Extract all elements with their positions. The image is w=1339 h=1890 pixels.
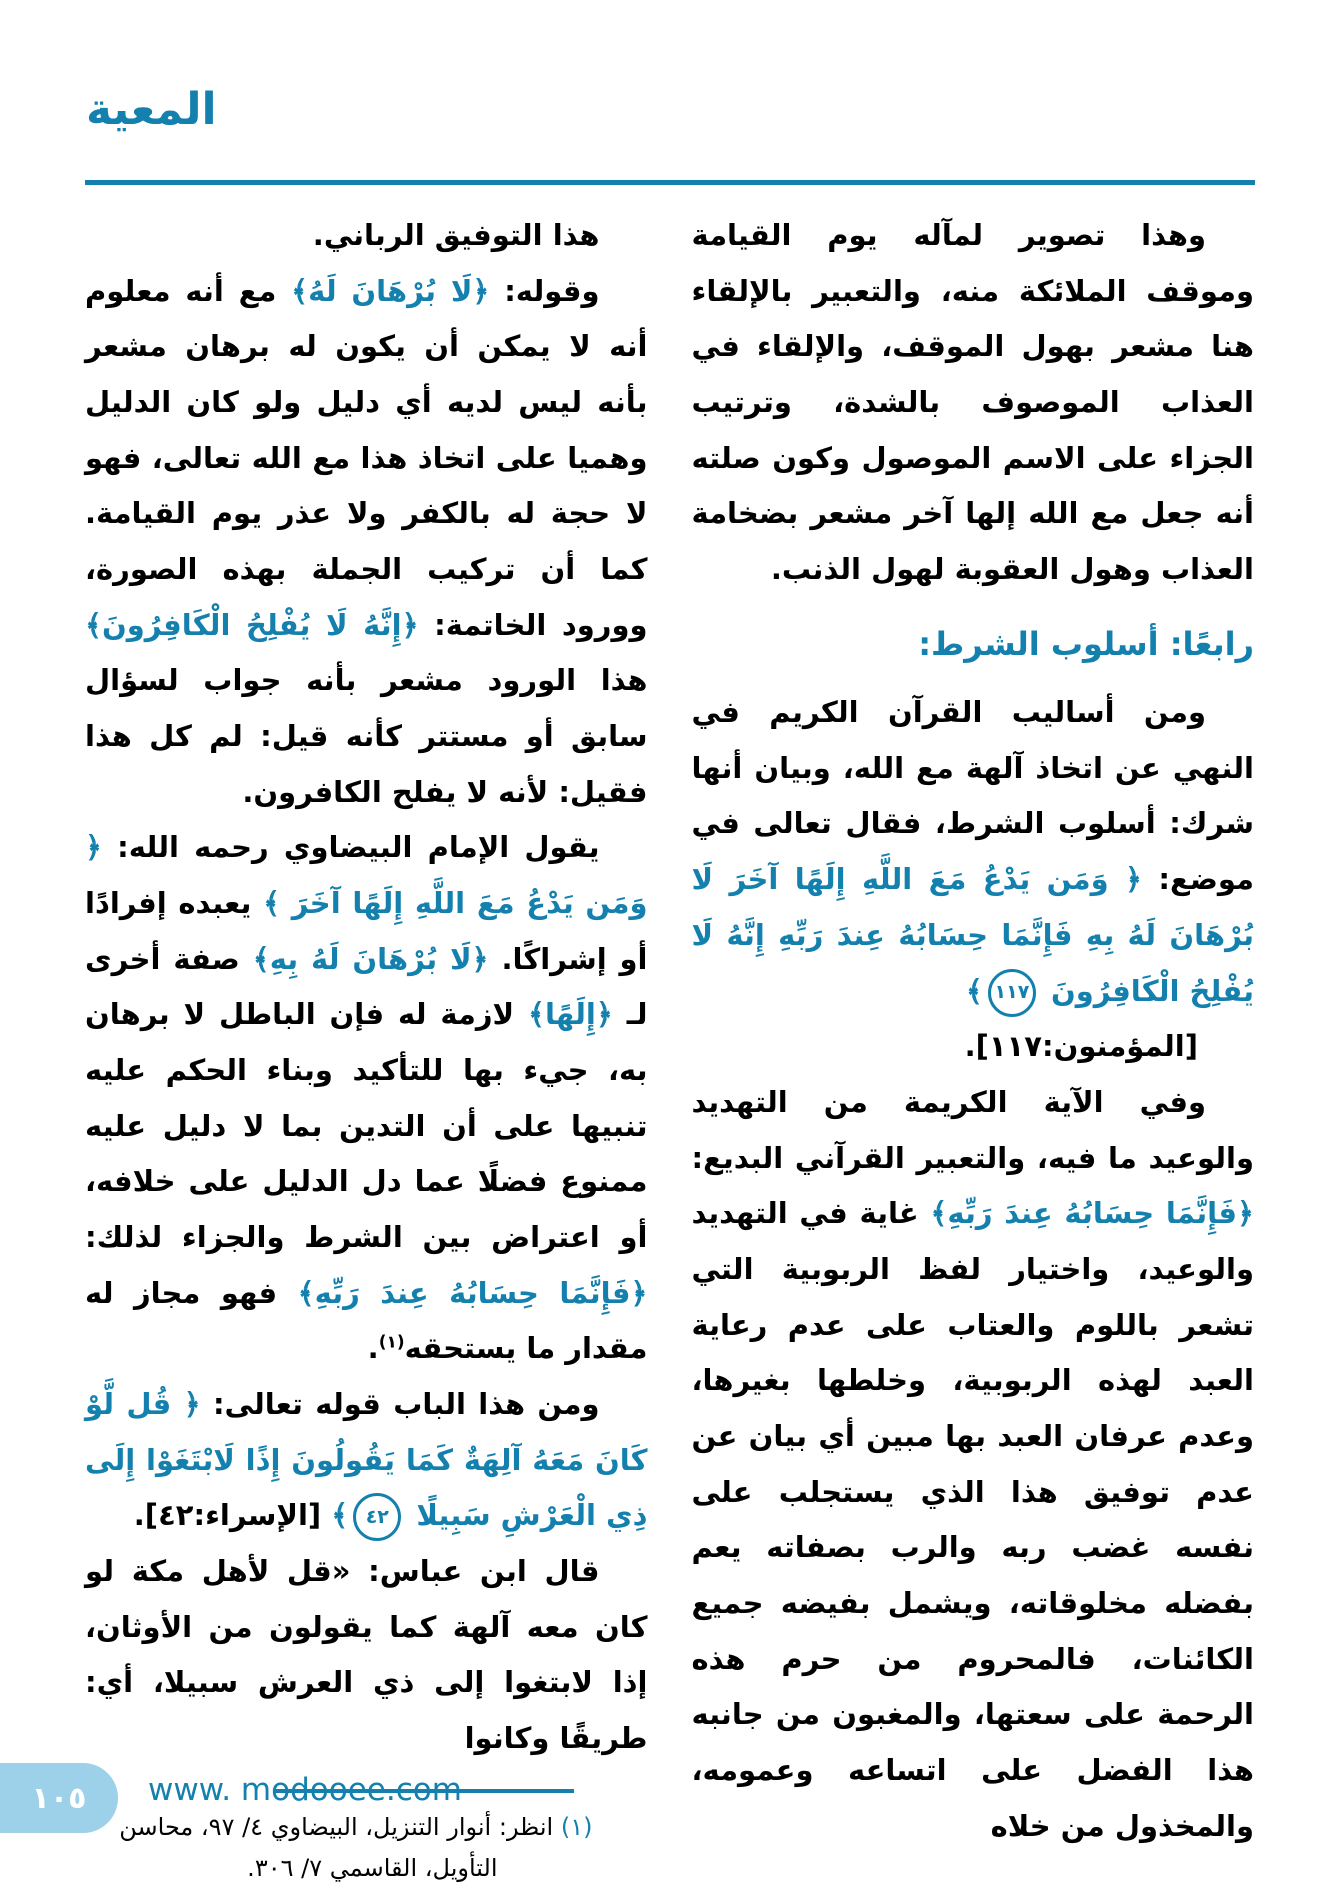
column-right <box>692 208 1255 1888</box>
body-text-run: يعبده إفرادًا أو إشراكًا. <box>85 886 648 976</box>
page-number: ١٠٥ <box>31 1780 87 1816</box>
body-text-run: ومن أساليب القرآن الكريم في النهي عن اتخاذ آلهة مع الله، وبيان أنها شرك: أسلوب الشرط، فقال تعالى في موضع: <box>691 695 1254 897</box>
body-text-run: غاية في التهديد والوعيد، واختيار لفظ الربوبية التي تشعر باللوم والعتاب على عدم رعاية العبد لهذه الربوبية، وخلطها بغيرها، وعدم عرفان العبد بها مبين أي بيان عن عدم توفيق هذا الذي يستجلب على نفسه غضب ربه والرب بصفاته يعم بفضله مخلوقاته، ويشمل بفيضه جميع الكائنات، فالمحروم من حرم هذه الرحمة على سعتها، والمغبون من جانبه هذا الفضل على اتساعه وعمومه، والمخذول من خلاه <box>691 1196 1254 1843</box>
paragraph-threat-analysis <box>692 1075 1255 1854</box>
quran-verse: ﴿لَا بُرْهَانَ لَهُ﴾ <box>291 273 490 308</box>
quran-verse: ﴿فَإِنَّمَا حِسَابُهُ عِندَ رَبِّهِ﴾ <box>930 1196 1254 1231</box>
quran-verse: ﴿إِلَهًا﴾ <box>528 997 613 1032</box>
body-text-run: يقول الإمام البيضاوي رحمه الله: <box>102 830 600 865</box>
body-text-run: ومن هذا الباب قوله تعالى: <box>200 1387 600 1422</box>
website-url: www. modooee.com <box>148 1772 462 1808</box>
footnote-reference-marker: (١) <box>378 1332 405 1353</box>
paragraph-continuation <box>85 208 648 264</box>
quran-verse: ﴿فَإِنَّمَا حِسَابُهُ عِندَ رَبِّهِ﴾ <box>297 1275 648 1310</box>
footnote-text: انظر: أنوار التنزيل، البيضاوي ٤/ ٩٧، محاسن التأويل، القاسمي ٧/ ٣٠٦. <box>119 1812 561 1882</box>
quran-verse: ﴿ وَمَن يَدْعُ مَعَ اللَّهِ إِلَهًا آخَرَ لَا بُرْهَانَ لَهُ بِهِ فَإِنَّمَا حِسَابُهُ عِندَ رَبِّهِ إِنَّهُ لَا يُفْلِحُ الْكَافِرُونَ <box>691 862 1254 1008</box>
section-heading-conditional-style: رابعًا: أسلوب الشرط: <box>918 624 1254 663</box>
paragraph-baydawi-quote <box>85 820 648 1377</box>
ayah-number: ١١٧ <box>988 969 1036 1017</box>
running-title: المعية <box>86 84 217 135</box>
paragraph-imagery <box>692 208 1255 598</box>
paragraph-isra-verse <box>85 1377 648 1544</box>
body-text-run: وقوله: <box>489 273 600 308</box>
body-text-run: . <box>367 1331 379 1366</box>
body-text-run: لازمة له فإن الباطل لا برهان به، جيء بها للتأكيد وبناء الحكم عليه تنبيها على أن التدين بما لا دليل عليه ممنوع فضلًا عما دل الدليل على خلافه، أو اعتراض بين الشرط والجزاء لذلك: <box>85 997 648 1255</box>
quran-verse-close-bracket: ﴾ <box>331 1498 349 1533</box>
body-text-run: وفي الآية الكريمة من التهديد والوعيد ما فيه، والتعبير القرآني البديع: <box>691 1084 1254 1175</box>
header-rule <box>85 180 1255 185</box>
footnote-number: (١) <box>560 1812 593 1841</box>
body-text-run: صفة أخرى لـ <box>85 941 648 1032</box>
paragraph-no-proof <box>85 264 648 821</box>
body-text-run: فهو مجاز له مقدار ما يستحقه <box>85 1275 648 1366</box>
quran-verse: ﴿إِنَّهُ لَا يُفْلِحُ الْكَافِرُونَ﴾ <box>85 607 419 642</box>
quran-verse: ﴿لَا بُرْهَانَ لَهُ بِهِ﴾ <box>252 941 489 976</box>
ayah-number: ٤٢ <box>353 1493 401 1541</box>
quran-verse: ﴿ قُل لَّوْ كَانَ مَعَهُ آلِهَةٌ كَمَا يَقُولُونَ إِذًا لَابْتَغَوْا إِلَى ذِي الْعَرْشِ سَبِيلًا <box>85 1387 648 1533</box>
paragraph-ibn-abbas <box>85 1544 648 1767</box>
verse-reference: [المؤمنون:١١٧]. <box>964 1029 1198 1064</box>
verse-reference: [الإسراء:٤٢]. <box>133 1498 332 1533</box>
body-text-run: مع أنه معلوم أنه لا يمكن أن يكون له برهان مشعر بأنه ليس لديه أي دليل ولو كان الدليل وهميا على اتخاذ هذا مع الله تعالى، فهو لا حجة له بالكفر ولا عذر يوم القيامة. كما أن تركيب الجملة بهذه الصورة، وورود الخاتمة: <box>85 273 648 642</box>
body-text-run: هذا الورود مشعر بأنه جواب لسؤال سابق أو مستتر كأنه قيل: لم كل هذا فقيل: لأنه لا يفلح الكافرون. <box>85 663 648 809</box>
body-text-run: وهذا تصوير لمآله يوم القيامة وموقف الملائكة منه، والتعبير بالإلقاء هنا مشعر بهول الموقف، والإلقاء في العذاب الموصوف بالشدة، وترتيب الجزاء على الاسم الموصول وكون صلته أنه جعل مع الله إلها آخر مشعر بضخامة العذاب وهول العقوبة لهول الذنب. <box>691 218 1254 587</box>
page-body <box>85 208 1254 1888</box>
quran-verse-close-bracket: ﴾ <box>965 973 983 1008</box>
column-left <box>85 208 648 1888</box>
footnote <box>85 1807 593 1889</box>
body-text-run: قال ابن عباس: «قل لأهل مكة لو كان معه آلهة كما يقولون من الأوثان، إذا لابتغوا إلى ذي العرش سبيلا، أي: طريقًا وكانوا <box>85 1554 648 1756</box>
page-number-pill <box>0 1763 118 1833</box>
body-text-run: هذا التوفيق الرباني. <box>312 218 600 252</box>
paragraph-conditional-intro <box>692 685 1255 1019</box>
quran-verse: ﴿ وَمَن يَدْعُ مَعَ اللَّهِ إِلَهًا آخَرَ ﴾ <box>85 830 648 921</box>
